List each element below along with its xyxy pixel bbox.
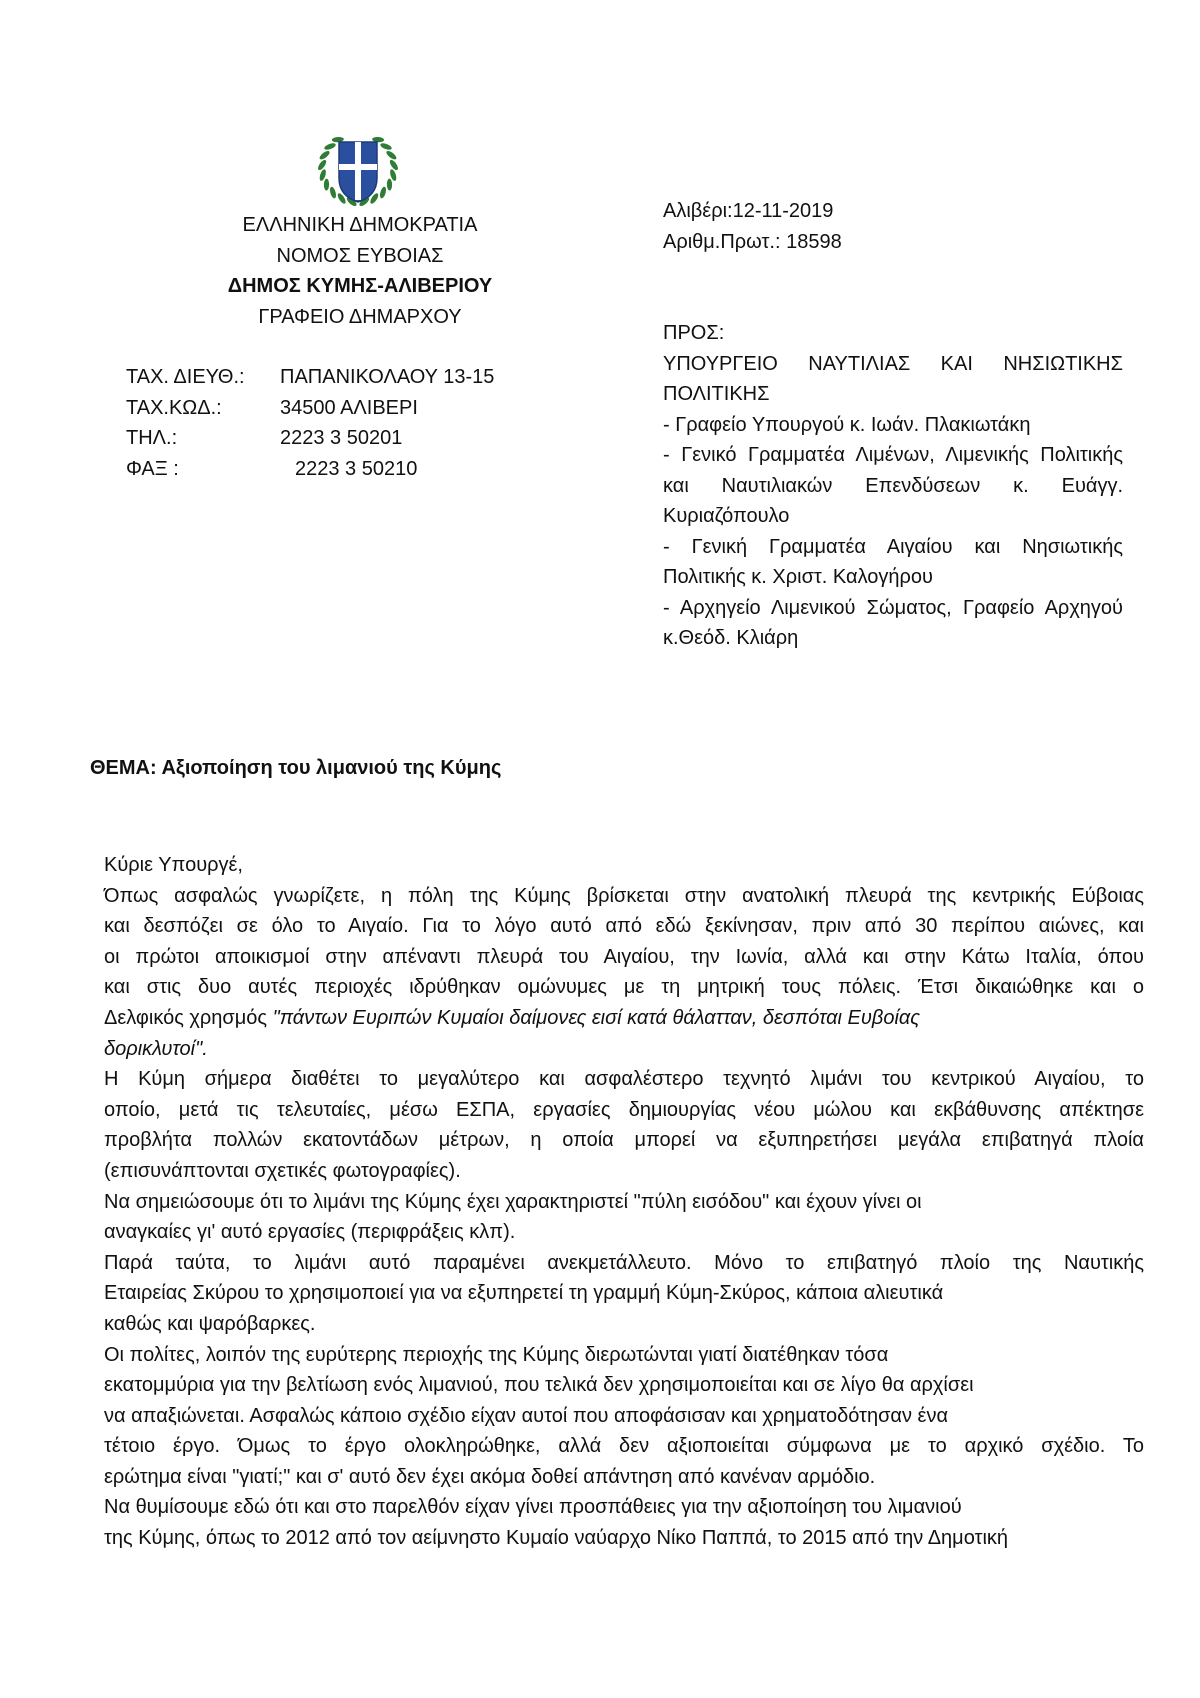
- paragraph: [104, 1187, 1144, 1248]
- letter-subject: ΘΕΜΑ: Αξιοποίηση του λιμανιού της Κύμης: [90, 757, 502, 779]
- body-line: Παρά ταύτα, το λιμάνι αυτό παραμένει ανεκμετάλλευτο. Μόνο το επιβατηγό πλοίο της Ναυτικής: [104, 1251, 1144, 1274]
- body-line: και δεσπόζει σε όλο το Αιγαίο. Για το λόγο αυτό από εδώ ξεκίνησαν, πριν από 30 περίπου αιώνες, και: [104, 915, 1144, 938]
- contact-value: 2223 3 50201: [280, 427, 403, 449]
- contact-details: [126, 362, 494, 484]
- body-line: οποίο, μετά τις τελευταίες, μέσω ΕΣΠΑ, εργασίες δημιουργίας νέου μώλου και εκβάθυνσης απέκτησε: [104, 1098, 1144, 1121]
- paragraph: [104, 1492, 1144, 1553]
- body-line: τέτοιο έργο. Όμως το έργο ολοκληρώθηκε, αλλά δεν αξιοποιείται σύμφωνα με το αρχικό σχέδιο. Το: [104, 1435, 1144, 1458]
- laurel-leaf: [324, 179, 329, 191]
- delphic-oracle-quote-end: δορικλυτοί".: [104, 1037, 208, 1060]
- body-line: καθώς και ψαρόβαρκες.: [104, 1312, 316, 1335]
- laurel-leaf: [317, 159, 328, 172]
- protocol-number: Αριθμ.Πρωτ.: 18598: [663, 230, 842, 253]
- recipient-item: - Γενική Γραμματέα Αιγαίου και Νησιωτικής Πολιτικής κ. Χριστ. Καλογήρου: [663, 535, 1123, 588]
- contact-row-postcode: [126, 393, 494, 424]
- recipient-item: - Γενικό Γραμματέα Λιμένων, Λιμενικής Πολιτικής και Ναυτιλιακών Επενδύσεων κ. Ευάγγ. Κυριαζόπουλο: [663, 444, 1123, 527]
- recipient-item: - Αρχηγείο Λιμενικού Σώματος, Γραφείο Αρχηγού κ.Θεόδ. Κλιάρη: [663, 596, 1123, 649]
- contact-row-address: [126, 362, 494, 393]
- paragraph: [104, 1064, 1144, 1186]
- date-protocol-block: [663, 196, 842, 257]
- greek-coat-of-arms-emblem: [309, 130, 407, 214]
- contact-row-phone: [126, 423, 494, 454]
- contact-value: 34500 ΑΛΙΒΕΡΙ: [280, 396, 418, 419]
- salutation: Κύριε Υπουργέ,: [104, 854, 243, 876]
- laurel-leaf: [318, 149, 331, 160]
- contact-label: ΤΑΧ. ΔΙΕΥΘ.:: [126, 366, 245, 388]
- body-line: Εταιρείας Σκύρου το χρησιμοποιεί για να εξυπηρετεί τη γραμμή Κύμη-Σκύρος, κάποια αλιευτικά: [104, 1282, 944, 1305]
- issuer-office: ΓΡΑΦΕΙΟ ΔΗΜΑΡΧΟΥ: [258, 305, 462, 328]
- recipients-block: [663, 318, 1123, 654]
- contact-label: ΤΗΛ.:: [126, 427, 178, 449]
- recipient-item: - Γραφείο Υπουργού κ. Ιωάν. Πλακιωτάκη: [663, 413, 1031, 436]
- issuer-municipality: ΔΗΜΟΣ ΚΥΜΗΣ-ΑΛΙΒΕΡΙΟΥ: [227, 275, 493, 297]
- body-line: εκατομμύρια για την βελτίωση ενός λιμανιού, που τελικά δεν χρησιμοποιείται και σε λίγο θα αρχίσει: [104, 1374, 974, 1397]
- body-line: της Κύμης, όπως το 2012 από τον αείμνηστο Κυμαίο ναύαρχο Νίκο Παππά, το 2015 από την Δημοτική: [104, 1527, 1009, 1550]
- contact-value: 2223 3 50210: [295, 457, 418, 480]
- body-line: Η Κύμη σήμερα διαθέτει το μεγαλύτερο και ασφαλέστερο τεχνητό λιμάνι του κεντρικού Αιγαίου, το: [104, 1068, 1144, 1091]
- laurel-leaf: [388, 159, 399, 172]
- laurel-leaf: [379, 186, 387, 199]
- laurel-leaf: [379, 142, 392, 151]
- body-line: προβλήτα πολλών εκατοντάδων μέτρων, η οποία μπορεί να εξυπηρετήσει μεγάλα επιβατηγά πλοία: [104, 1129, 1144, 1152]
- body-line: να απαξιώνεται. Ασφαλώς κάποιο σχέδιο είχαν αυτοί που αποφάσισαν και χρηματοδότησαν ένα: [104, 1404, 949, 1427]
- letter-body: [104, 850, 1144, 1554]
- issuer-country: ΕΛΛΗΝΙΚΗ ΔΗΜΟΚΡΑΤΙΑ: [242, 214, 478, 236]
- body-line: (επισυνάπτονται σχετικές φωτογραφίες).: [104, 1159, 461, 1182]
- paragraph: [104, 881, 1144, 1065]
- body-line: και στις δυο αυτές περιοχές ιδρύθηκαν ομώνυμες με τη μητρική τους πόλεις. Έτσι δικαιώθηκε και ο: [104, 976, 1144, 999]
- paragraph: [104, 1248, 1144, 1340]
- delphic-oracle-quote: "πάντων Ευριπών Κυμαίοι δαίμονες εισί κατά θάλατταν, δεσπόται Ευβοίας: [272, 1006, 921, 1029]
- recipients-label: ΠΡΟΣ:: [663, 322, 725, 344]
- laurel-leaf: [385, 149, 398, 160]
- body-line: Να σημειώσουμε ότι το λιμάνι της Κύμης έχει χαρακτηριστεί "πύλη εισόδου" και έχουν γίνει οι: [104, 1190, 922, 1213]
- contact-label: ΦΑΞ :: [126, 457, 179, 480]
- body-line: [104, 1034, 1144, 1065]
- body-line: Όπως ασφαλώς γνωρίζετε, η πόλη της Κύμης βρίσκεται στην ανατολική πλευρά της κεντρικής Εύβοιας: [104, 884, 1144, 907]
- contact-value: ΠΑΠΑΝΙΚΟΛΑΟΥ 13-15: [280, 366, 495, 388]
- issuer-block: [180, 210, 540, 332]
- body-line: αναγκαίες γι' αυτό εργασίες (περιφράξεις κλπ).: [104, 1221, 516, 1244]
- recipient-ministry: ΥΠΟΥΡΓΕΙΟ ΝΑΥΤΙΛΙΑΣ ΚΑΙ ΝΗΣΙΩΤΙΚΗΣ ΠΟΛΙΤΙΚΗΣ: [663, 352, 1123, 405]
- contact-row-fax: [126, 454, 494, 485]
- paragraph: [104, 1340, 1144, 1493]
- shield: [339, 142, 377, 202]
- laurel-leaf: [323, 142, 336, 151]
- body-line-text: Δελφικός χρησμός: [104, 1006, 273, 1029]
- body-line: οι πρώτοι αποικισμοί στην απέναντι πλευρά του Αιγαίου, την Ιωνία, αλλά και στην Κάτω Ιταλία, όπου: [104, 945, 1144, 968]
- letter-date: Αλιβέρι:12-11-2019: [663, 200, 834, 222]
- contact-label: ΤΑΧ.ΚΩΔ.:: [126, 396, 222, 419]
- body-line: Οι πολίτες, λοιπόν της ευρύτερης περιοχής της Κύμης διερωτώνται γιατί διατέθηκαν τόσα: [104, 1343, 889, 1366]
- body-line: ερώτημα είναι "γιατί;" και σ' αυτό δεν έχει ακόμα δοθεί απάντηση από κανέναν αρμόδιο.: [104, 1465, 876, 1488]
- laurel-leaf: [329, 186, 337, 199]
- issuer-prefecture: ΝΟΜΟΣ ΕΥΒΟΙΑΣ: [276, 244, 444, 267]
- body-line: [104, 1003, 1144, 1034]
- laurel-leaf: [387, 179, 392, 191]
- body-line: Να θυμίσουμε εδώ ότι και στο παρελθόν είχαν γίνει προσπάθειες για την αξιοποίηση του λιμανιού: [104, 1496, 962, 1519]
